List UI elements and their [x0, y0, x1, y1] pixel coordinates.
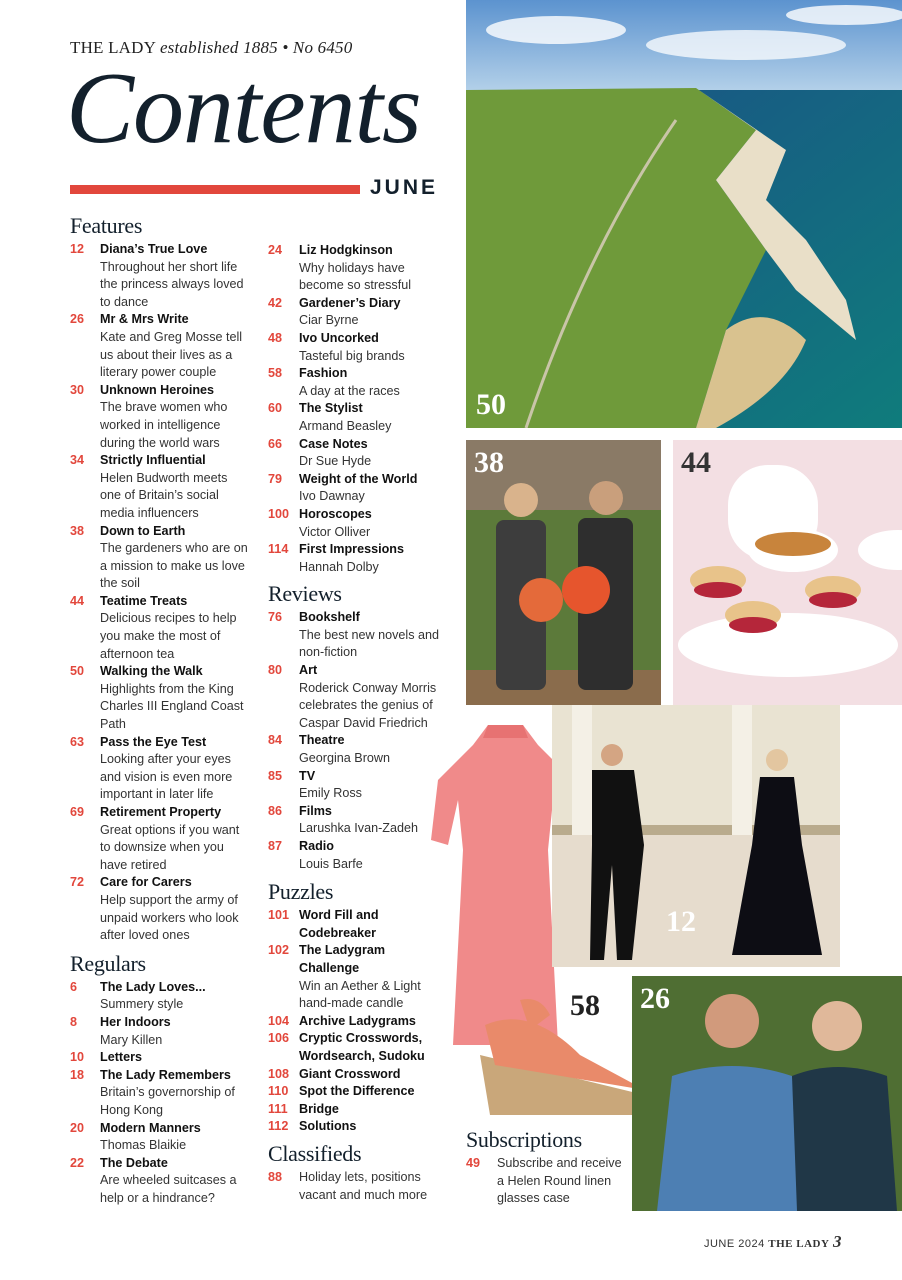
- coast-photo: [466, 0, 902, 428]
- puzzles-list: [268, 907, 448, 1136]
- entry-text: [100, 452, 250, 522]
- entry-text: [299, 768, 448, 803]
- entry-text: [299, 907, 448, 942]
- entry-page-number: 10: [70, 1050, 85, 1065]
- entry-page-number: 38: [70, 523, 85, 538]
- title-underline: [70, 185, 360, 194]
- entry-text: [299, 242, 448, 295]
- puzzles-heading: Puzzles: [268, 879, 334, 905]
- contents-entry: [268, 1083, 448, 1101]
- entry-page-number: 12: [70, 242, 85, 256]
- contents-entry: [70, 1049, 250, 1067]
- entry-text: [100, 523, 250, 593]
- entry-title: The Ladygram Challenge: [299, 943, 386, 975]
- entry-text: [497, 1155, 626, 1208]
- contents-entry: [70, 311, 250, 381]
- contents-entry: [268, 803, 448, 838]
- entry-page-number: 106: [268, 1031, 290, 1046]
- entry-page-number: 58: [268, 366, 283, 381]
- contents-entry: [70, 523, 250, 593]
- tea-photo: [673, 440, 902, 705]
- entry-page-number: 79: [268, 471, 283, 486]
- entry-title: Archive Ladygrams: [299, 1013, 416, 1028]
- entry-description: A day at the races: [299, 383, 400, 398]
- entry-text: [100, 593, 250, 663]
- entry-text: [100, 1155, 250, 1208]
- couple-photo: [632, 976, 902, 1211]
- contents-entry: [268, 768, 448, 803]
- subscriptions-heading: Subscriptions: [466, 1127, 582, 1152]
- masthead-brand: THE LADY: [70, 38, 156, 57]
- contents-entry: [70, 1014, 250, 1049]
- entry-title: Art: [299, 663, 318, 678]
- contents-entry: [268, 732, 448, 767]
- entry-page-number: 101: [268, 908, 290, 923]
- entry-description: Armand Beasley: [299, 418, 392, 433]
- entry-title: Retirement Property: [100, 805, 222, 819]
- entry-page-number: 8: [70, 1014, 78, 1029]
- issue-month: JUNE: [370, 176, 439, 199]
- entry-title: The Stylist: [299, 401, 363, 416]
- contents-entry: [70, 663, 250, 733]
- entry-page-number: 114: [268, 542, 289, 557]
- entry-page-number: 26: [70, 312, 85, 327]
- entry-page-number: 112: [268, 1119, 289, 1134]
- photo-number-dance: 12: [666, 905, 696, 938]
- entry-page-number: 30: [70, 382, 85, 397]
- entry-description: Why holidays have become so stressful: [299, 260, 411, 293]
- contents-entry: [70, 1155, 250, 1208]
- entry-page-number: 50: [70, 664, 85, 679]
- entry-page-number: 63: [70, 734, 85, 749]
- contents-entry: [268, 242, 448, 295]
- entry-title: Diana’s True Love: [100, 242, 208, 256]
- entry-title: Spot the Difference: [299, 1084, 415, 1099]
- entry-description: Throughout her short life the princess always loved to dance: [100, 259, 244, 309]
- entry-title: Case Notes: [299, 436, 368, 451]
- photo-number-shoe: 58: [570, 989, 600, 1022]
- entry-description: Summery style: [100, 997, 184, 1012]
- entry-page-number: 20: [70, 1120, 85, 1135]
- contents-entry: [268, 1101, 448, 1119]
- entry-text: [299, 838, 448, 873]
- contents-entry: [466, 1155, 626, 1208]
- entry-title: Unknown Heroines: [100, 382, 215, 397]
- entry-page-number: 111: [268, 1101, 288, 1116]
- contents-entry: [70, 382, 250, 452]
- contents-entry: [268, 609, 448, 662]
- entry-text: [100, 979, 250, 1014]
- entry-page-number: 48: [268, 330, 283, 345]
- column-middle: [268, 242, 448, 1204]
- page-title: Contents: [66, 52, 421, 165]
- entry-text: [299, 295, 448, 330]
- entry-description: Looking after your eyes and vision is even more important in later life: [100, 752, 233, 802]
- entry-text: [299, 803, 448, 838]
- entry-title: Horoscopes: [299, 506, 372, 521]
- entry-title: The Lady Remembers: [100, 1067, 231, 1082]
- entry-text: [299, 506, 448, 541]
- entry-description: Mary Killen: [100, 1032, 163, 1047]
- entry-title: Modern Manners: [100, 1120, 201, 1135]
- entry-description: Roderick Conway Morris celebrates the genius of Caspar David Friedrich: [299, 680, 437, 730]
- entry-title: Care for Carers: [100, 875, 192, 890]
- entry-page-number: 72: [70, 875, 85, 890]
- entry-title: The Lady Loves...: [100, 979, 206, 994]
- entry-title: Pass the Eye Test: [100, 734, 207, 749]
- entry-page-number: 87: [268, 839, 283, 853]
- entry-text: [299, 1030, 448, 1065]
- entry-page-number: 85: [268, 768, 283, 783]
- entry-description: Holiday lets, positions vacant and much more: [299, 1169, 428, 1202]
- contents-entry: [268, 1066, 448, 1084]
- entry-description: Kate and Greg Mosse tell us about their lives as a literary power couple: [100, 329, 243, 380]
- contents-entry: [268, 400, 448, 435]
- contents-entry: [70, 1120, 250, 1155]
- entry-title: Radio: [299, 839, 334, 853]
- contents-entry: [268, 436, 448, 471]
- coast-illustration: [466, 0, 902, 428]
- entry-text: [100, 1067, 250, 1120]
- entry-description: Larushka Ivan-Zadeh: [299, 821, 419, 836]
- photo-number-coast: 50: [476, 388, 506, 421]
- entry-page-number: 76: [268, 610, 283, 625]
- entry-text: [299, 400, 448, 435]
- entry-description: Delicious recipes to help you make the most of afternoon tea: [100, 611, 237, 661]
- entry-description: Highlights from the King Charles III England Coast Path: [100, 681, 244, 732]
- entry-title: First Impressions: [299, 542, 404, 557]
- features-heading: Features: [70, 213, 143, 238]
- contents-entry: [70, 979, 250, 1014]
- entry-title: Gardener’s Diary: [299, 295, 401, 310]
- entry-text: [100, 663, 250, 733]
- photo-number-tea: 44: [681, 446, 711, 479]
- entry-description: Victor Olliver: [299, 524, 371, 539]
- contents-entry: [268, 330, 448, 365]
- contents-entry: [268, 295, 448, 330]
- entry-title: Weight of the World: [299, 471, 418, 486]
- entry-title: Films: [299, 803, 332, 818]
- reviews-heading: Reviews: [268, 581, 342, 607]
- entry-title: Theatre: [299, 733, 345, 748]
- entry-text: [100, 734, 250, 804]
- contents-entry: [70, 1067, 250, 1120]
- footer-date: JUNE 2024: [703, 1238, 765, 1250]
- entry-description: Britain’s governorship of Hong Kong: [100, 1085, 235, 1117]
- entry-text: [100, 1014, 250, 1049]
- entry-title: Down to Earth: [100, 523, 186, 538]
- entry-page-number: 100: [268, 506, 290, 521]
- photo-number-gardeners: 38: [474, 446, 504, 479]
- column-left: [70, 213, 250, 1207]
- entry-text: [299, 732, 448, 767]
- entry-text: [299, 1013, 448, 1031]
- entry-page-number: 34: [70, 453, 85, 468]
- entry-description: Are wheeled suitcases a help or a hindrance?: [100, 1173, 237, 1205]
- photo-number-couple: 26: [640, 982, 670, 1015]
- entry-title: Her Indoors: [100, 1014, 171, 1029]
- subscriptions-block: [466, 1127, 626, 1208]
- entry-description: Louis Barfe: [299, 856, 363, 871]
- entry-description: Thomas Blaikie: [100, 1138, 187, 1153]
- classifieds-heading: Classifieds: [268, 1140, 362, 1166]
- entry-text: [299, 1101, 448, 1119]
- entry-description: The gardeners who are on a mission to make us love the soil: [100, 541, 248, 591]
- entry-title: TV: [299, 768, 316, 783]
- entry-text: [299, 1118, 448, 1136]
- entry-page-number: 102: [268, 943, 290, 958]
- entry-text: [100, 804, 250, 874]
- entry-title: Bookshelf: [299, 610, 360, 625]
- entry-description: Great options if you want to downsize when you have retired: [100, 822, 240, 872]
- contents-entry: [70, 241, 250, 311]
- entry-description: The best new novels and non-fiction: [299, 627, 440, 660]
- contents-entry: [268, 662, 448, 732]
- entry-text: [299, 1169, 448, 1204]
- entry-description: Dr Sue Hyde: [299, 454, 372, 469]
- page-footer: [704, 1232, 842, 1252]
- entry-description: Ciar Byrne: [299, 313, 359, 328]
- entry-page-number: 6: [70, 979, 78, 994]
- entry-text: [100, 241, 250, 311]
- gardeners-photo: [466, 440, 661, 705]
- classifieds-list: [268, 1169, 448, 1204]
- entry-page-number: 60: [268, 401, 283, 416]
- entry-title: Strictly Influential: [100, 453, 206, 468]
- entry-description: Georgina Brown: [299, 751, 391, 766]
- entry-page-number: 108: [268, 1066, 290, 1081]
- entry-page-number: 22: [70, 1155, 85, 1170]
- entry-title: Word Fill and Codebreaker: [299, 908, 379, 940]
- contents-entry: [70, 452, 250, 522]
- regulars-heading: Regulars: [70, 950, 146, 976]
- entry-text: [299, 942, 448, 1012]
- contents-entry: [268, 506, 448, 541]
- entry-description: Help support the army of unpaid workers who look after loved ones: [100, 892, 239, 943]
- entry-title: Ivo Uncorked: [299, 330, 379, 345]
- entry-description: Hannah Dolby: [299, 559, 379, 574]
- contents-entry: [268, 365, 448, 400]
- entry-description: Emily Ross: [299, 786, 362, 801]
- entry-text: [299, 330, 448, 365]
- reviews-list: [268, 609, 448, 873]
- entry-description: Win an Aether & Light hand-made candle: [299, 978, 421, 1011]
- contents-entry: [268, 471, 448, 506]
- entry-text: [299, 1083, 448, 1101]
- features-list-cont: [268, 242, 448, 576]
- entry-description: Helen Budworth meets one of Britain’s social media influencers: [100, 470, 228, 520]
- entry-description: Subscribe and receive a Helen Round linen glasses case: [497, 1156, 622, 1206]
- contents-entry: [70, 874, 250, 944]
- entry-title: Walking the Walk: [100, 664, 203, 679]
- entry-title: Liz Hodgkinson: [299, 243, 393, 257]
- entry-text: [299, 436, 448, 471]
- features-list: [70, 241, 250, 945]
- entry-page-number: 69: [70, 805, 85, 819]
- entry-description: Ivo Dawnay: [299, 489, 365, 504]
- entry-title: Solutions: [299, 1119, 357, 1134]
- entry-text: [299, 1066, 448, 1084]
- entry-page-number: 80: [268, 663, 283, 678]
- entry-text: [100, 311, 250, 381]
- footer-brand: THE LADY: [768, 1238, 830, 1250]
- contents-entry: [268, 1030, 448, 1065]
- dance-illustration: [552, 705, 840, 967]
- contents-entry: [268, 1169, 448, 1204]
- entry-title: Mr & Mrs Write: [100, 312, 189, 327]
- contents-entry: [268, 942, 448, 1012]
- entry-page-number: 44: [70, 593, 85, 608]
- entry-page-number: 49: [466, 1156, 481, 1170]
- contents-entry: [70, 593, 250, 663]
- entry-text: [299, 365, 448, 400]
- entry-page-number: 88: [268, 1169, 283, 1184]
- masthead-established: established 1885 • No 6450: [159, 38, 353, 57]
- entry-text: [100, 1120, 250, 1155]
- subscriptions-list: [466, 1155, 626, 1208]
- entry-text: [100, 1049, 250, 1067]
- entry-page-number: 86: [268, 803, 283, 818]
- entry-title: Letters: [100, 1050, 142, 1065]
- page-number: 3: [833, 1232, 842, 1251]
- entry-title: Cryptic Crosswords, Wordsearch, Sudoku: [299, 1031, 425, 1063]
- entry-text: [299, 541, 448, 576]
- contents-entry: [268, 838, 448, 873]
- entry-text: [299, 662, 448, 732]
- entry-title: Bridge: [299, 1101, 339, 1116]
- dance-photo: [552, 705, 840, 967]
- entry-description: The brave women who worked in intelligence during the world wars: [100, 400, 228, 450]
- entry-page-number: 24: [268, 243, 283, 257]
- entry-title: Giant Crossword: [299, 1066, 401, 1081]
- entry-text: [100, 382, 250, 452]
- entry-title: Teatime Treats: [100, 593, 188, 608]
- entry-text: [100, 874, 250, 944]
- contents-entry: [70, 734, 250, 804]
- entry-page-number: 42: [268, 295, 283, 310]
- regulars-list: [70, 979, 250, 1208]
- entry-page-number: 18: [70, 1067, 85, 1082]
- entry-page-number: 104: [268, 1013, 290, 1028]
- entry-text: [299, 471, 448, 506]
- contents-entry: [268, 1013, 448, 1031]
- entry-page-number: 84: [268, 733, 283, 748]
- contents-entry: [268, 907, 448, 942]
- entry-description: Tasteful big brands: [299, 348, 405, 363]
- contents-entry: [70, 804, 250, 874]
- entry-title: The Debate: [100, 1155, 168, 1170]
- contents-entry: [268, 541, 448, 576]
- entry-page-number: 66: [268, 436, 283, 451]
- entry-text: [299, 609, 448, 662]
- entry-title: Fashion: [299, 366, 348, 381]
- entry-page-number: 110: [268, 1084, 289, 1099]
- contents-entry: [268, 1118, 448, 1136]
- couple-illustration: [632, 976, 902, 1211]
